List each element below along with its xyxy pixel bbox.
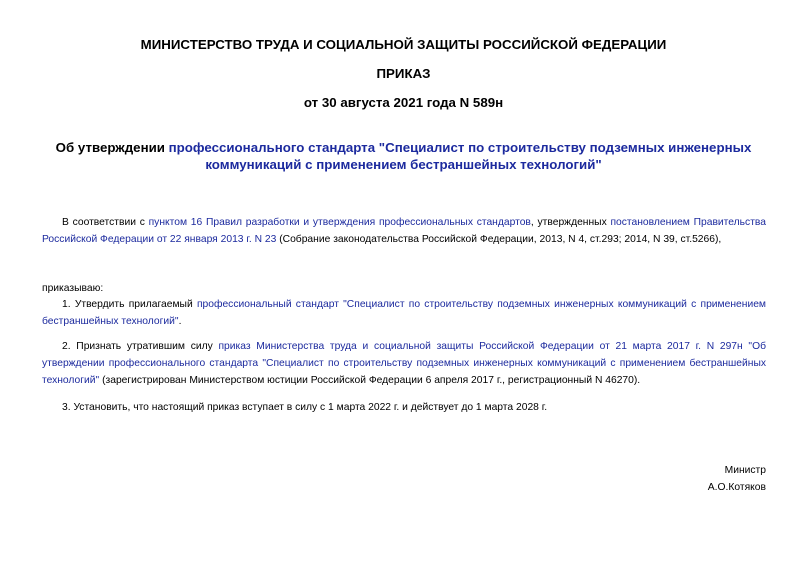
signatory-title: Министр [724, 465, 766, 476]
item2-text-1: 2. Признать утратившим силу [62, 341, 219, 352]
previous-order-link[interactable]: приказ Министерства труда и социальной защиты Российской Федерации от 21 марта 2017 г. N 297н "Об утверждении профессионального стандарта "Специалист по строительству подземных инженерных коммуникаций с применением бестраншейных технологий" [42, 341, 766, 386]
preamble-paragraph [42, 214, 766, 248]
document-type: ПРИКАЗ [376, 66, 431, 81]
rules-point-link[interactable]: пунктом 16 Правил разработки и утверждения профессиональных стандартов [148, 217, 531, 228]
professional-standard-link[interactable]: профессиональный стандарт "Специалист по строительству подземных инженерных коммуникаций с применением бестраншейных технологий" [42, 299, 767, 327]
government-decree-link[interactable]: постановлением Правительства Российской Федерации от 22 января 2013 г. N 23 [42, 217, 766, 245]
item1-text-2: . [178, 316, 182, 327]
order-word: приказываю: [42, 283, 104, 294]
preamble-text-3: (Собрание законодательства Российской Федерации, 2013, N 4, ст.293; 2014, N 39, ст.5266), [276, 234, 722, 245]
preamble-text-1: В соответствии с [62, 217, 149, 228]
subject-prefix: Об утверждении [55, 140, 169, 155]
document-date: от 30 августа 2021 года N 589н [303, 95, 504, 110]
ministry-heading: МИНИСТЕРСТВО ТРУДА И СОЦИАЛЬНОЙ ЗАЩИТЫ РОССИЙСКОЙ ФЕДЕРАЦИИ [140, 37, 667, 52]
item3-text-1: 3. Установить, что настоящий приказ вступает в силу с 1 марта 2022 г. и действует до 1 марта 2028 г. [62, 402, 548, 413]
item2-text-2: (зарегистрирован Министерством юстиции Российской Федерации 6 апреля 2017 г., регистрационный N 46270). [99, 375, 641, 386]
order-item-2 [42, 338, 766, 389]
subject-standard-link[interactable]: профессионального стандарта "Специалист по строительству подземных инженерных коммуникаций с применением бестраншейных технологий" [168, 140, 752, 172]
order-item-1 [42, 296, 766, 330]
signatory-name: А.О.Котяков [707, 482, 766, 493]
order-item-3 [42, 399, 766, 416]
document-subject [40, 139, 767, 173]
preamble-text-2: , утвержденных [530, 217, 611, 228]
item1-text-1: 1. Утвердить прилагаемый [62, 299, 197, 310]
